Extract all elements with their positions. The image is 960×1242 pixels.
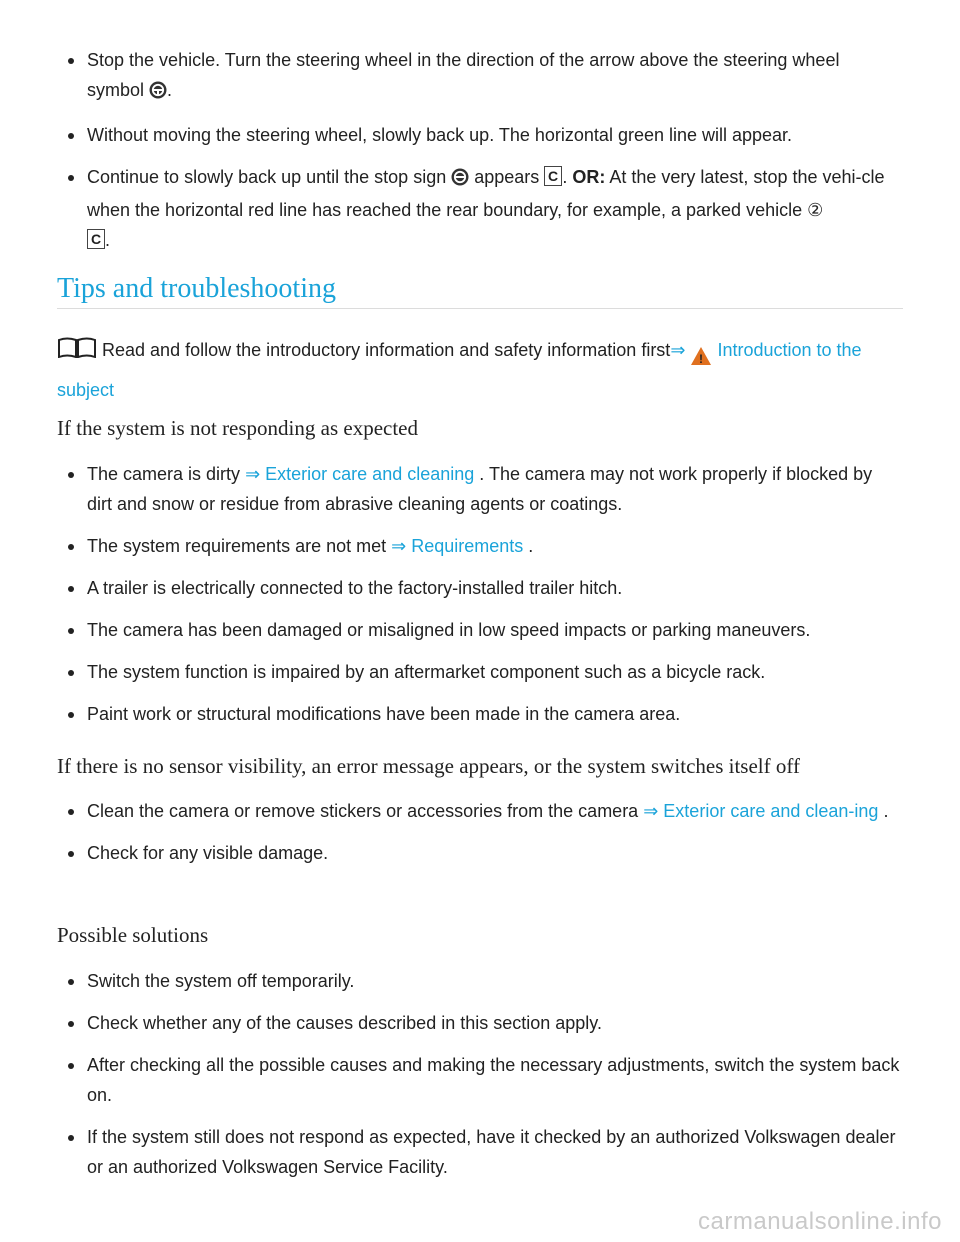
warning-triangle-icon: [690, 345, 712, 375]
svg-text:C: C: [548, 168, 559, 184]
list-item: Paint work or structural modifications have been made in the camera area.: [0, 699, 960, 729]
exterior-care-link[interactable]: ⇒ Exterior care and cleaning: [245, 464, 475, 484]
list-item: The camera is dirty ⇒ Exterior care and cleaning . The camera may not work properly if blocked by dirt and snow or residue from abrasive cleaning agents or coatings.: [0, 459, 960, 519]
steering-wheel-icon: [149, 78, 167, 108]
section-title: Tips and troubleshooting: [57, 272, 903, 309]
figure-ref-c-icon: [544, 165, 562, 195]
stop-sign-icon: [451, 165, 469, 195]
list-item: The system function is impaired by an aftermarket component such as a bicycle rack.: [0, 657, 960, 687]
subsection1-list: [0, 459, 960, 729]
intro-paragraph: Read and follow the introductory information and safety information first⇒ ! Introduction to the subject: [57, 335, 907, 405]
list-item: Stop the vehicle. Turn the steering wheel in the direction of the arrow above the steering wheel symbol .: [0, 45, 960, 108]
book-icon: [57, 336, 97, 367]
figure-ref-c-icon: [87, 228, 105, 258]
subsection-title: If the system is not responding as expected: [57, 416, 418, 440]
subsection2-list: [0, 796, 960, 868]
subsection2-list-container: [0, 796, 960, 868]
subsection-title: Possible solutions: [57, 923, 209, 947]
steps-list-container: [0, 45, 960, 258]
subsection3-list: [0, 966, 960, 1182]
list-item: A trailer is electrically connected to the factory-installed trailer hitch.: [0, 573, 960, 603]
list-item: Check whether any of the causes described in this section apply.: [0, 1008, 960, 1038]
intro-link[interactable]: Introduction to the subject: [57, 340, 862, 400]
subsection3-list-container: [0, 966, 960, 1182]
list-item: The camera has been damaged or misaligned in low speed impacts or parking maneuvers.: [0, 615, 960, 645]
list-item: After checking all the possible causes and making the necessary adjustments, switch the system back on.: [0, 1050, 960, 1110]
steps-list: [0, 45, 960, 258]
list-item: The system requirements are not met ⇒ Requirements .: [0, 531, 960, 561]
list-item: Clean the camera or remove stickers or accessories from the camera ⇒ Exterior care and clean-ing .: [0, 796, 960, 826]
list-item: If the system still does not respond as expected, have it checked by an authorized Volkswagen dealer or an authorized Volkswagen Service Facility.: [0, 1122, 960, 1182]
requirements-link[interactable]: ⇒ Requirements: [391, 536, 524, 556]
list-item: Without moving the steering wheel, slowly back up. The horizontal green line will appear.: [0, 120, 960, 150]
exterior-care-link[interactable]: ⇒ Exterior care and clean-ing: [643, 801, 879, 821]
subsection1-list-container: [0, 459, 960, 729]
svg-text:!: !: [699, 352, 704, 366]
subsection-title: If there is no sensor visibility, an error message appears, or the system switches itself off: [57, 754, 800, 778]
svg-text:C: C: [90, 231, 102, 247]
list-item: Continue to slowly back up until the stop sign appears C . OR: At the very latest, stop the vehi-cle when the horizontal red line has reached the rear boundary, for example, a parked vehicle ② C .: [0, 162, 960, 258]
list-item: Check for any visible damage.: [0, 838, 960, 868]
list-item: Switch the system off temporarily.: [0, 966, 960, 996]
watermark: carmanualsonline.info: [698, 1208, 942, 1235]
